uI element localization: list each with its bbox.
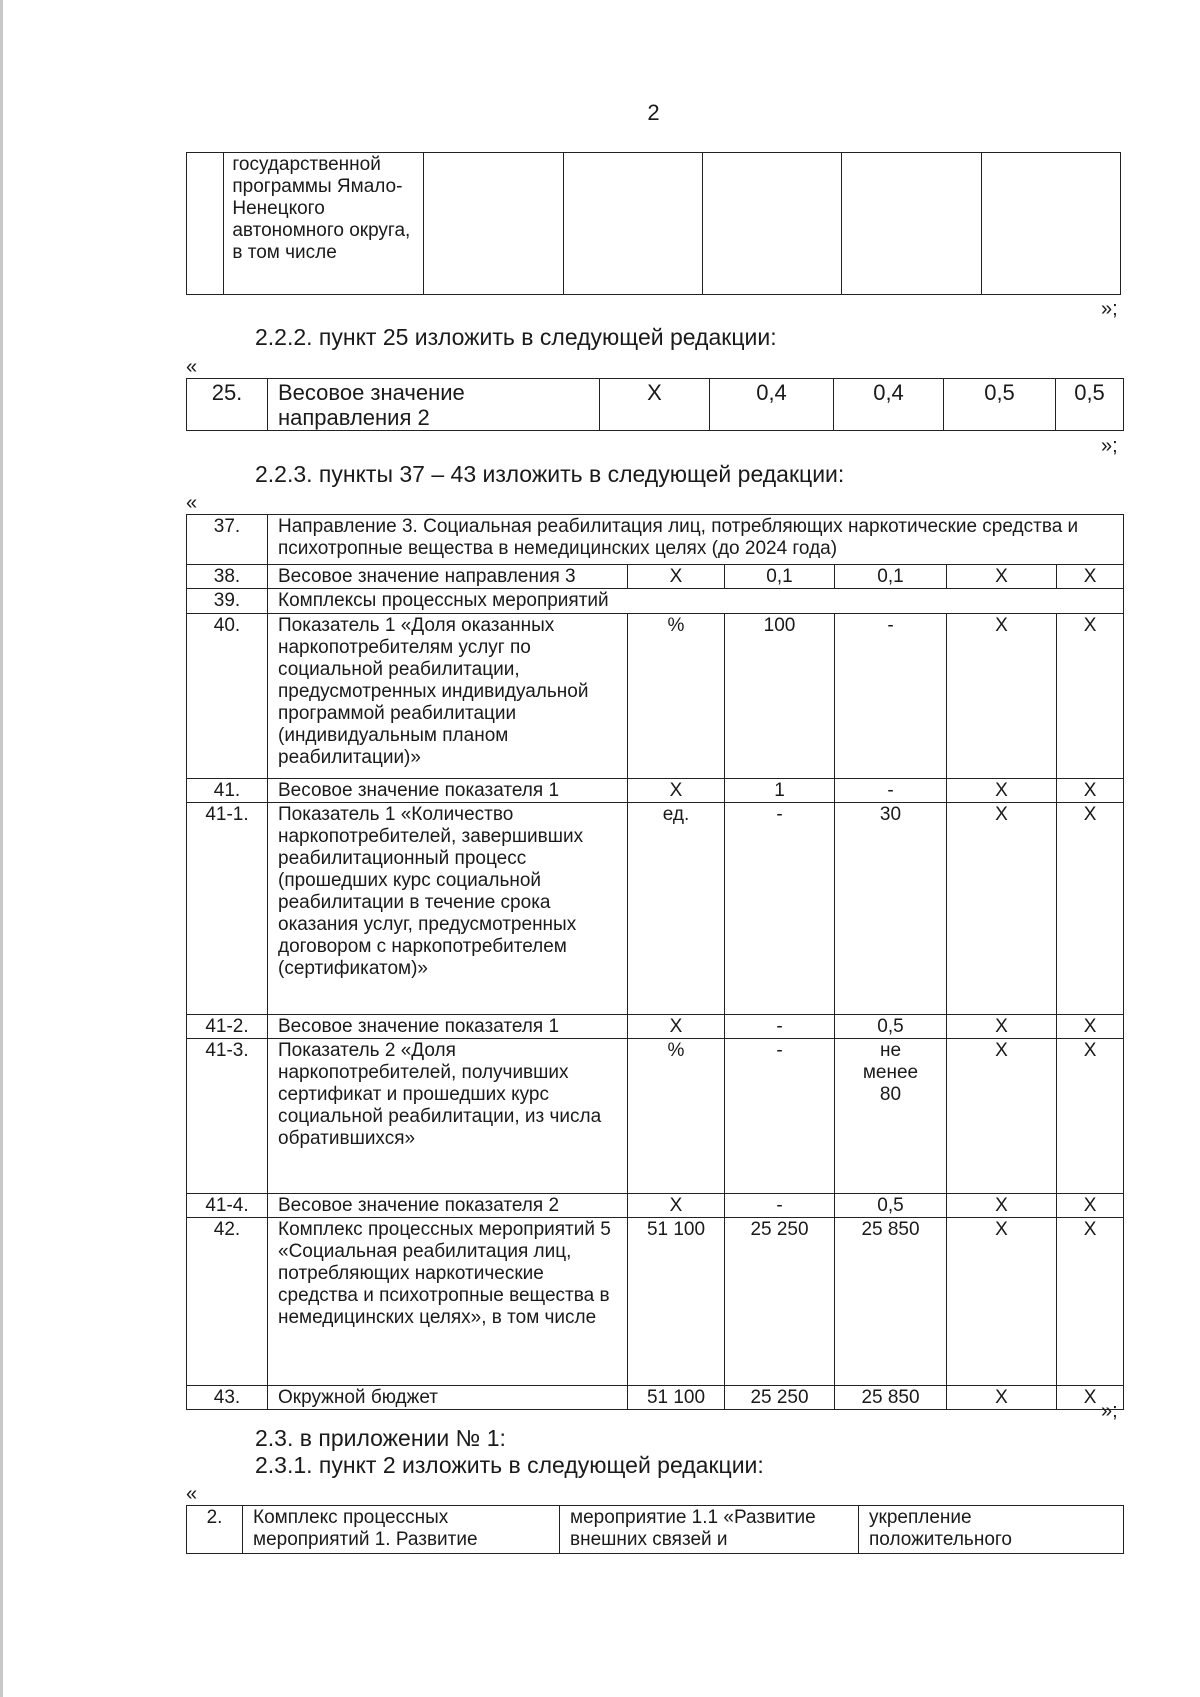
cell (842, 153, 981, 295)
cell: 0,5 (1056, 379, 1124, 431)
cell: Х (628, 779, 725, 803)
cell: 51 100 (628, 1386, 725, 1410)
opening-quote: « (186, 1483, 198, 1505)
cell: - (835, 779, 947, 803)
row-name: Весовое значение направления 3 (268, 565, 628, 589)
table-appendix-item-2 (186, 1505, 1124, 1554)
cell: 25 250 (725, 1218, 835, 1386)
cell: 25 850 (835, 1218, 947, 1386)
cell: не менее 80 (835, 1039, 947, 1194)
cell: 0,4 (834, 379, 944, 431)
row-number: 41-1. (187, 803, 268, 1015)
paragraph-2-2-3: 2.2.3. пункты 37 – 43 изложить в следующей редакции: (255, 461, 845, 487)
table-row (187, 1386, 1124, 1410)
closing-quote: »; (1101, 298, 1118, 320)
cell: 0,5 (835, 1015, 947, 1039)
row-number: 41-4. (187, 1194, 268, 1218)
cell: Х (947, 1386, 1057, 1410)
cell: Х (947, 614, 1057, 779)
cell: Х (628, 1015, 725, 1039)
cell: Х (947, 1218, 1057, 1386)
cell (424, 153, 563, 295)
table-row (187, 1194, 1124, 1218)
opening-quote: « (186, 492, 198, 514)
table-row (187, 379, 1124, 431)
row-number: 2. (187, 1506, 243, 1554)
table-row (187, 803, 1124, 1015)
cell: % (628, 1039, 725, 1194)
table-row (187, 1506, 1124, 1554)
cell: 51 100 (628, 1218, 725, 1386)
cell: Х (628, 565, 725, 589)
cell: - (835, 614, 947, 779)
row-name: Направление 3. Социальная реабилитация лиц, потребляющих наркотические средства и психотропные вещества в немедицинских целях (до 2024 года) (268, 515, 1124, 565)
cell: 0,5 (835, 1194, 947, 1218)
page-number: 2 (647, 100, 660, 125)
row-number: 41-2. (187, 1015, 268, 1039)
row-number: 37. (187, 515, 268, 565)
cell: 30 (835, 803, 947, 1015)
row-number: 39. (187, 589, 268, 614)
cell: Х (947, 565, 1057, 589)
table-items-37-43 (186, 514, 1124, 1410)
cell: - (725, 803, 835, 1015)
row-number: 40. (187, 614, 268, 779)
table-row (187, 1218, 1124, 1386)
closing-quote: »; (1101, 435, 1118, 457)
closing-quote: »; (1101, 1400, 1118, 1422)
row-number: 41. (187, 779, 268, 803)
table-top (186, 152, 1121, 295)
cell: - (725, 1015, 835, 1039)
cell: Х (600, 379, 710, 431)
table-row (187, 1015, 1124, 1039)
cell: 25 850 (835, 1386, 947, 1410)
row-number: 43. (187, 1386, 268, 1410)
cell: 0,1 (835, 565, 947, 589)
cell: 25 250 (725, 1386, 835, 1410)
cell: Х (1057, 1218, 1124, 1386)
row-name: Комплекс процессных мероприятий 5 «Социальная реабилитация лиц, потребляющих наркотические средства и психотропные вещества в немедицинских целях», в том числе (268, 1218, 628, 1386)
cell: Х (947, 1194, 1057, 1218)
table-row (187, 779, 1124, 803)
cell: Х (1057, 1386, 1124, 1410)
row-name: Весовое значение показателя 2 (268, 1194, 628, 1218)
cell (702, 153, 841, 295)
cell (981, 153, 1120, 295)
cell: 0,1 (725, 565, 835, 589)
table-row (187, 515, 1124, 565)
row-name: Комплексы процессных мероприятий (268, 589, 1124, 614)
cell: Х (628, 1194, 725, 1218)
row-name: Весовое значение направления 2 (268, 379, 600, 431)
row-name: Весовое значение показателя 1 (268, 779, 628, 803)
scan-edge (0, 0, 3, 1697)
paragraph-2-2-2: 2.2.2. пункт 25 изложить в следующей редакции: (255, 324, 777, 350)
row-name: Показатель 2 «Доля наркопотребителей, получивших сертификат и прошедших курс социальной реабилитации, из числа обратившихся» (268, 1039, 628, 1194)
row-number: 38. (187, 565, 268, 589)
cell: Комплекс процессных мероприятий 1. Развитие (243, 1506, 560, 1554)
table-row (187, 1039, 1124, 1194)
table-item-25 (186, 378, 1124, 431)
cell: 1 (725, 779, 835, 803)
row-number (187, 153, 224, 295)
cell: Х (1057, 1194, 1124, 1218)
row-name: Показатель 1 «Доля оказанных наркопотребителям услуг по социальной реабилитации, предусмотренных индивидуальной программой реабилитации (индивидуальным планом реабилитации)» (268, 614, 628, 779)
cell: ед. (628, 803, 725, 1015)
row-name: Окружной бюджет (268, 1386, 628, 1410)
table-row (187, 589, 1124, 614)
cell: Х (1057, 1015, 1124, 1039)
cell: Х (947, 1015, 1057, 1039)
table-row (187, 153, 1121, 295)
cell (563, 153, 702, 295)
cell: 0,5 (944, 379, 1056, 431)
cell: 0,4 (710, 379, 834, 431)
cell: - (725, 1039, 835, 1194)
cell: Х (1057, 565, 1124, 589)
cell: Х (1057, 779, 1124, 803)
row-number: 41-3. (187, 1039, 268, 1194)
cell: Х (947, 803, 1057, 1015)
cell: Х (1057, 1039, 1124, 1194)
row-number: 25. (187, 379, 268, 431)
cell: % (628, 614, 725, 779)
row-name: Весовое значение показателя 1 (268, 1015, 628, 1039)
row-number: 42. (187, 1218, 268, 1386)
table-row (187, 565, 1124, 589)
cell: Х (1057, 803, 1124, 1015)
cell: 100 (725, 614, 835, 779)
row-name: Показатель 1 «Количество наркопотребителей, завершивших реабилитационный процесс (прошедших курс социальной реабилитации в течение срока оказания услуг, предусмотренных договором с наркопотребителем (сертификатом)» (268, 803, 628, 1015)
cell: Х (947, 1039, 1057, 1194)
paragraph-2-3-1: 2.3.1. пункт 2 изложить в следующей редакции: (255, 1452, 764, 1478)
cell: Х (1057, 614, 1124, 779)
table-row (187, 614, 1124, 779)
cell: Х (947, 779, 1057, 803)
cell: мероприятие 1.1 «Развитие внешних связей и (560, 1506, 859, 1554)
cell: укрепление положительного (859, 1506, 1124, 1554)
row-name: государственной программы Ямало-Ненецкого автономного округа, в том числе (224, 153, 424, 295)
opening-quote: « (186, 356, 198, 378)
cell: - (725, 1194, 835, 1218)
paragraph-2-3: 2.3. в приложении № 1: (255, 1425, 506, 1451)
